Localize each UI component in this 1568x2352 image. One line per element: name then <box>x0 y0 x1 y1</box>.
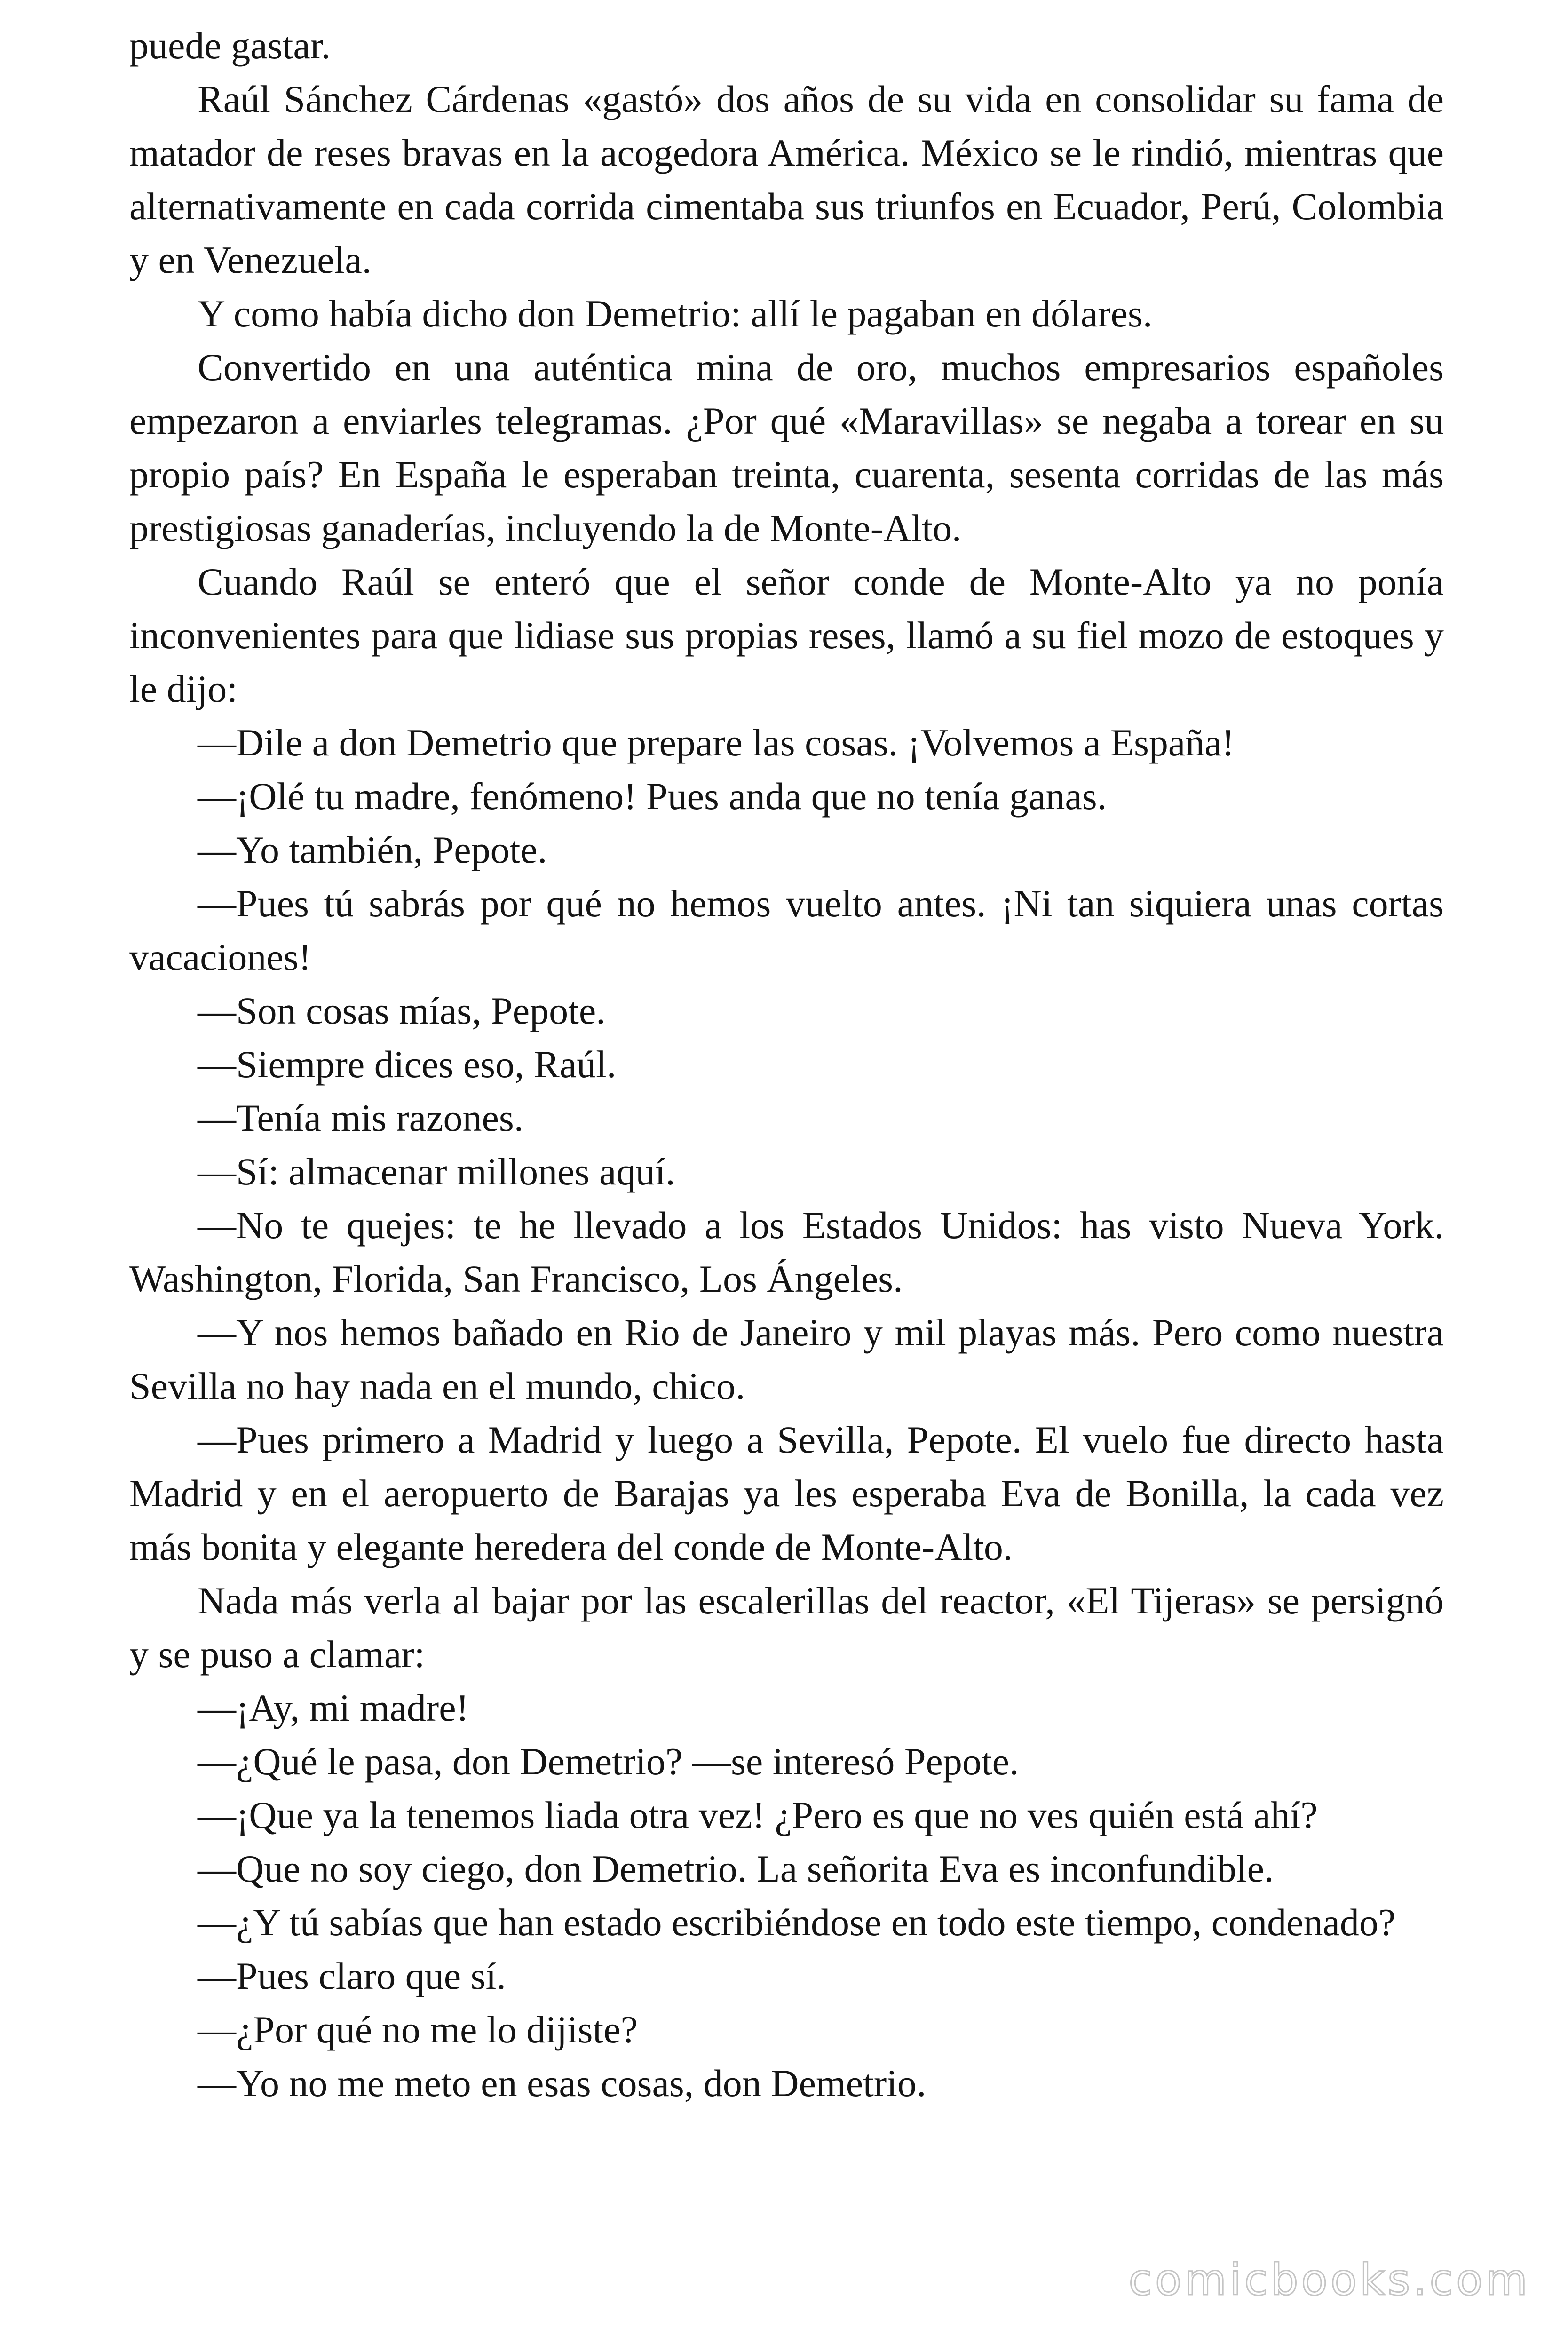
paragraph: Y como había dicho don Demetrio: allí le pagaban en dólares. <box>198 292 1153 335</box>
dialogue-line: —Pues claro que sí. <box>198 1955 506 1997</box>
dialogue-line: —Y nos hemos bañado en Rio de Janeiro y mil playas más. Pero como nuestra Sevilla no hay nada en el mundo, chico. <box>129 1311 1444 1407</box>
dialogue-line: —¡Ay, mi madre! <box>198 1686 469 1729</box>
dialogue-line: —Tenía mis razones. <box>198 1097 524 1139</box>
paragraph: puede gastar. <box>129 24 331 67</box>
dialogue-line: —Que no soy ciego, don Demetrio. La señorita Eva es inconfundible. <box>198 1847 1274 1890</box>
dialogue-line: —¡Que ya la tenemos liada otra vez! ¿Pero es que no ves quién está ahí? <box>198 1794 1318 1836</box>
paragraph: Convertido en una auténtica mina de oro, muchos empresarios españoles empezaron a enviarles telegramas. ¿Por qué «Maravillas» se negaba a torear en su propio país? En España le esperaban treinta, cuarenta, sesenta corridas de las más prestigiosas ganaderías, incluyendo la de Monte-Alto. <box>129 346 1444 549</box>
dialogue-line: —No te quejes: te he llevado a los Estados Unidos: has visto Nueva York. Washington, Florida, San Francisco, Los Ángeles. <box>129 1204 1444 1300</box>
dialogue-line: —Siempre dices eso, Raúl. <box>198 1043 617 1086</box>
dialogue-line: —¡Olé tu madre, fenómeno! Pues anda que no tenía ganas. <box>198 775 1107 818</box>
dialogue-line: —¿Qué le pasa, don Demetrio? —se interesó Pepote. <box>198 1740 1019 1783</box>
dialogue-line: —Pues primero a Madrid y luego a Sevilla, Pepote. El vuelo fue directo hasta Madrid y en el aeropuerto de Barajas ya les esperaba Eva de Bonilla, la cada vez más bonita y elegante heredera del conde de Monte-Alto. <box>129 1418 1444 1568</box>
paragraph: Cuando Raúl se enteró que el señor conde de Monte-Alto ya no ponía inconvenientes para que lidiase sus propias reses, llamó a su fiel mozo de estoques y le dijo: <box>129 560 1444 710</box>
dialogue-line: —¿Por qué no me lo dijiste? <box>198 2008 638 2051</box>
dialogue-line: —Yo no me meto en esas cosas, don Demetrio. <box>198 2062 927 2105</box>
watermark: comicbooks.com <box>1128 2255 1530 2305</box>
dialogue-line: —Sí: almacenar millones aquí. <box>198 1150 675 1193</box>
dialogue-line: —Yo también, Pepote. <box>198 828 547 871</box>
paragraph: Raúl Sánchez Cárdenas «gastó» dos años de su vida en consolidar su fama de matador de reses bravas en la acogedora América. México se le rindió, mientras que alternativamente en cada corrida cimentaba sus triunfos en Ecuador, Perú, Colombia y en Venezuela. <box>129 78 1444 281</box>
paragraph: Nada más verla al bajar por las escalerillas del reactor, «El Tijeras» se persignó y se puso a clamar: <box>129 1579 1444 1676</box>
dialogue-line: —Pues tú sabrás por qué no hemos vuelto antes. ¡Ni tan siquiera unas cortas vacaciones! <box>129 882 1444 978</box>
dialogue-line: —¿Y tú sabías que han estado escribiéndose en todo este tiempo, condenado? <box>198 1901 1396 1944</box>
dialogue-line: —Son cosas mías, Pepote. <box>198 989 606 1032</box>
page-body <box>129 19 1444 2110</box>
dialogue-line: —Dile a don Demetrio que prepare las cosas. ¡Volvemos a España! <box>198 721 1235 764</box>
